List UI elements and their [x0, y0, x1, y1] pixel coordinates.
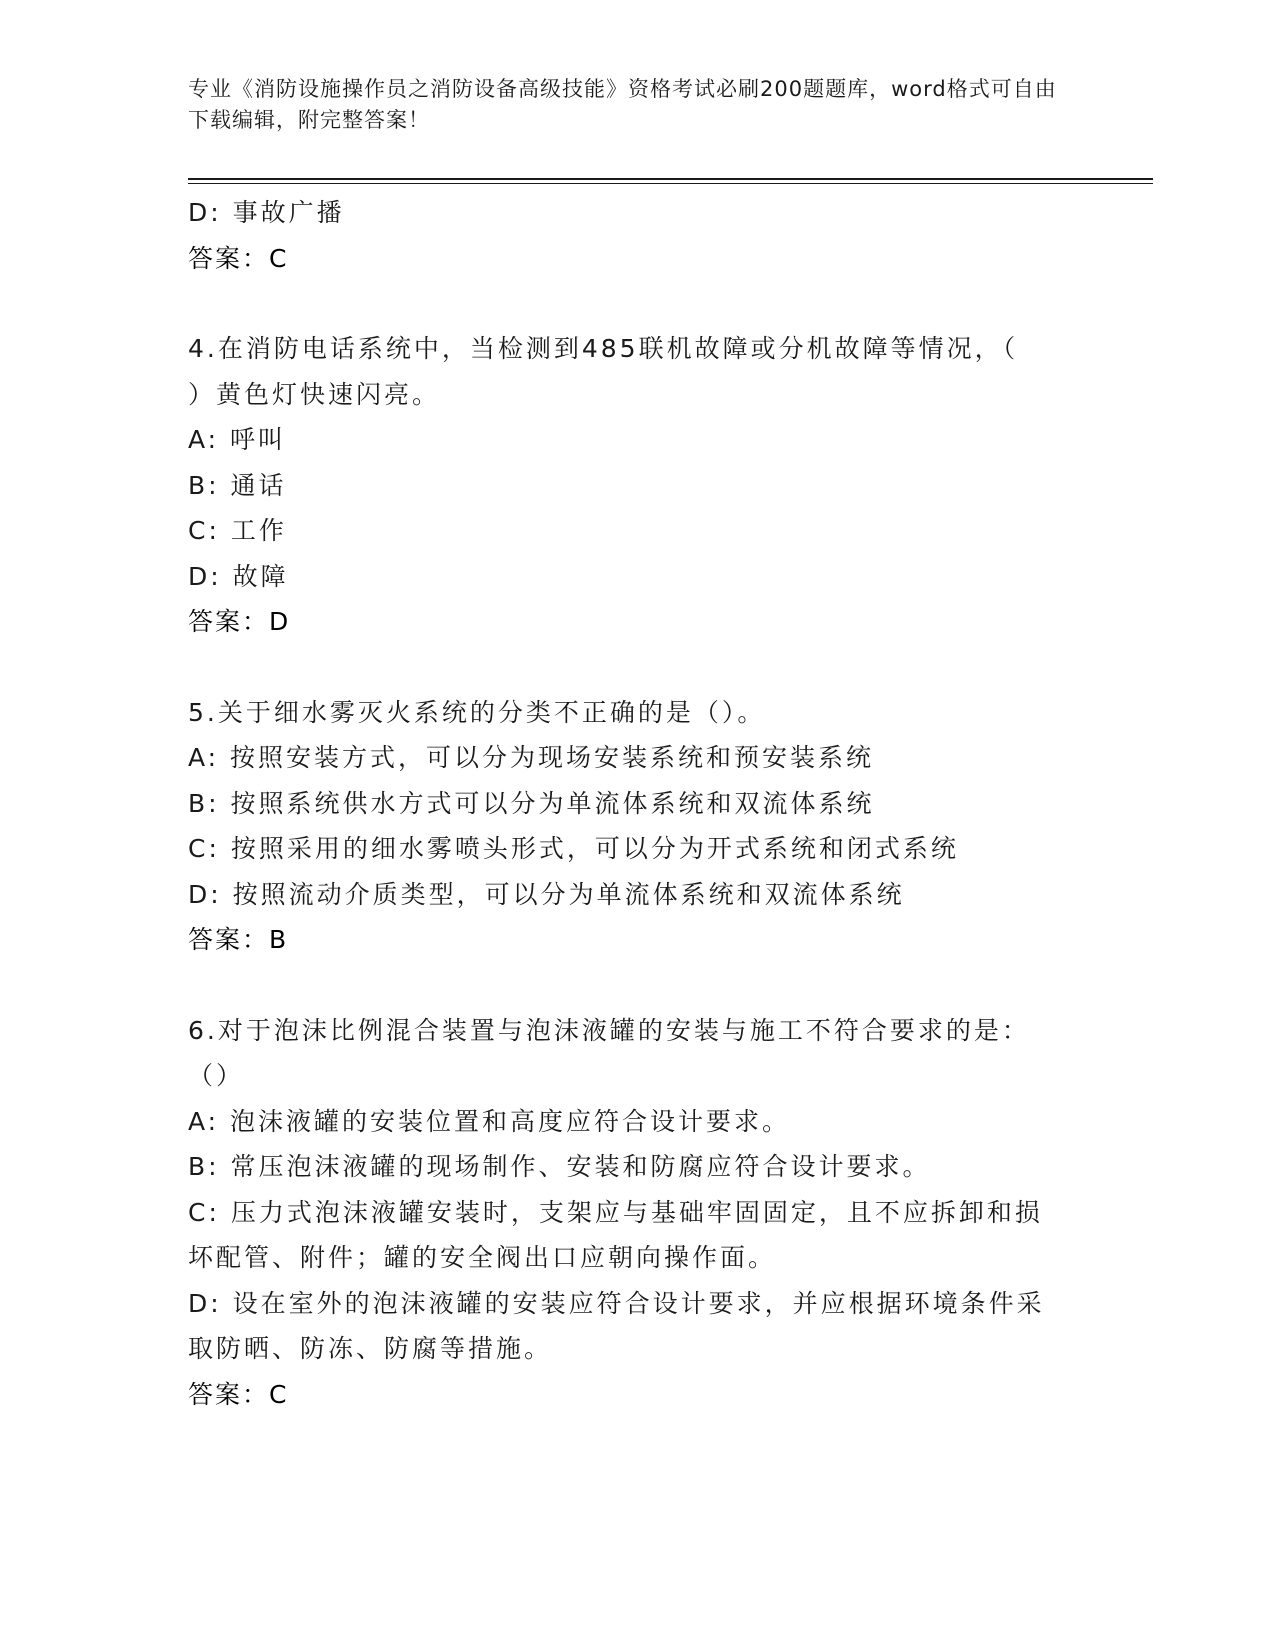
question-stem-continued: （） [188, 1061, 245, 1090]
option-a: A: 按照安装方式，可以分为现场安装系统和预安装系统 [188, 743, 875, 772]
answer-line: 答案：B [188, 925, 289, 954]
question-stem-continued: ）黄色灯快速闪亮。 [188, 379, 441, 409]
option-c: C: 压力式泡沫液罐安装时，支架应与基础牢固固定，且不应拆卸和损 [188, 1197, 1043, 1227]
question-spacer [188, 281, 1088, 326]
answer-line: 答案：C [188, 243, 289, 273]
option-d: D: 事故广播 [188, 198, 345, 227]
question-4 [188, 326, 1088, 645]
answer-line: 答案：C [188, 1379, 289, 1409]
document-header: 专业《消防设施操作员之消防设备高级技能》资格考试必刷200题题库，word格式可自由下载编辑，附完整答案！ [188, 77, 1057, 132]
option-b: B: 常压泡沫液罐的现场制作、安装和防腐应符合设计要求。 [188, 1152, 931, 1181]
option-d: D: 按照流动介质类型，可以分为单流体系统和双流体系统 [188, 879, 905, 909]
answer-line: 答案：D [188, 607, 291, 636]
question-5 [188, 690, 1088, 963]
question-spacer [188, 645, 1088, 690]
option-a: A: 呼叫 [188, 425, 287, 454]
header-divider-thick [188, 178, 1153, 180]
question-list [188, 190, 1088, 1417]
option-a: A: 泡沫液罐的安装位置和高度应符合设计要求。 [188, 1106, 791, 1136]
header-divider-thin [188, 183, 1153, 184]
option-d-continued: 取防晒、防冻、防腐等措施。 [188, 1334, 553, 1363]
question-6 [188, 1008, 1088, 1418]
option-c: C: 工作 [188, 516, 287, 545]
partial-question [188, 190, 1088, 281]
question-stem: 4.在消防电话系统中，当检测到485联机故障或分机故障等情况，（ [188, 334, 1019, 363]
option-b: B: 按照系统供水方式可以分为单流体系统和双流体系统 [188, 788, 875, 818]
option-b: B: 通话 [188, 470, 287, 500]
option-d: D: 设在室外的泡沫液罐的安装应符合设计要求，并应根据环境条件采 [188, 1288, 1045, 1318]
question-stem: 5.关于细水雾灭火系统的分类不正确的是（）。 [188, 697, 766, 727]
option-c-continued: 坏配管、附件；罐的安全阀出口应朝向操作面。 [188, 1243, 777, 1272]
option-c: C: 按照采用的细水雾喷头形式，可以分为开式系统和闭式系统 [188, 834, 959, 863]
option-d: D: 故障 [188, 561, 289, 591]
question-spacer [188, 963, 1088, 1008]
question-stem: 6.对于泡沫比例混合装置与泡沫液罐的安装与施工不符合要求的是： [188, 1015, 1030, 1045]
